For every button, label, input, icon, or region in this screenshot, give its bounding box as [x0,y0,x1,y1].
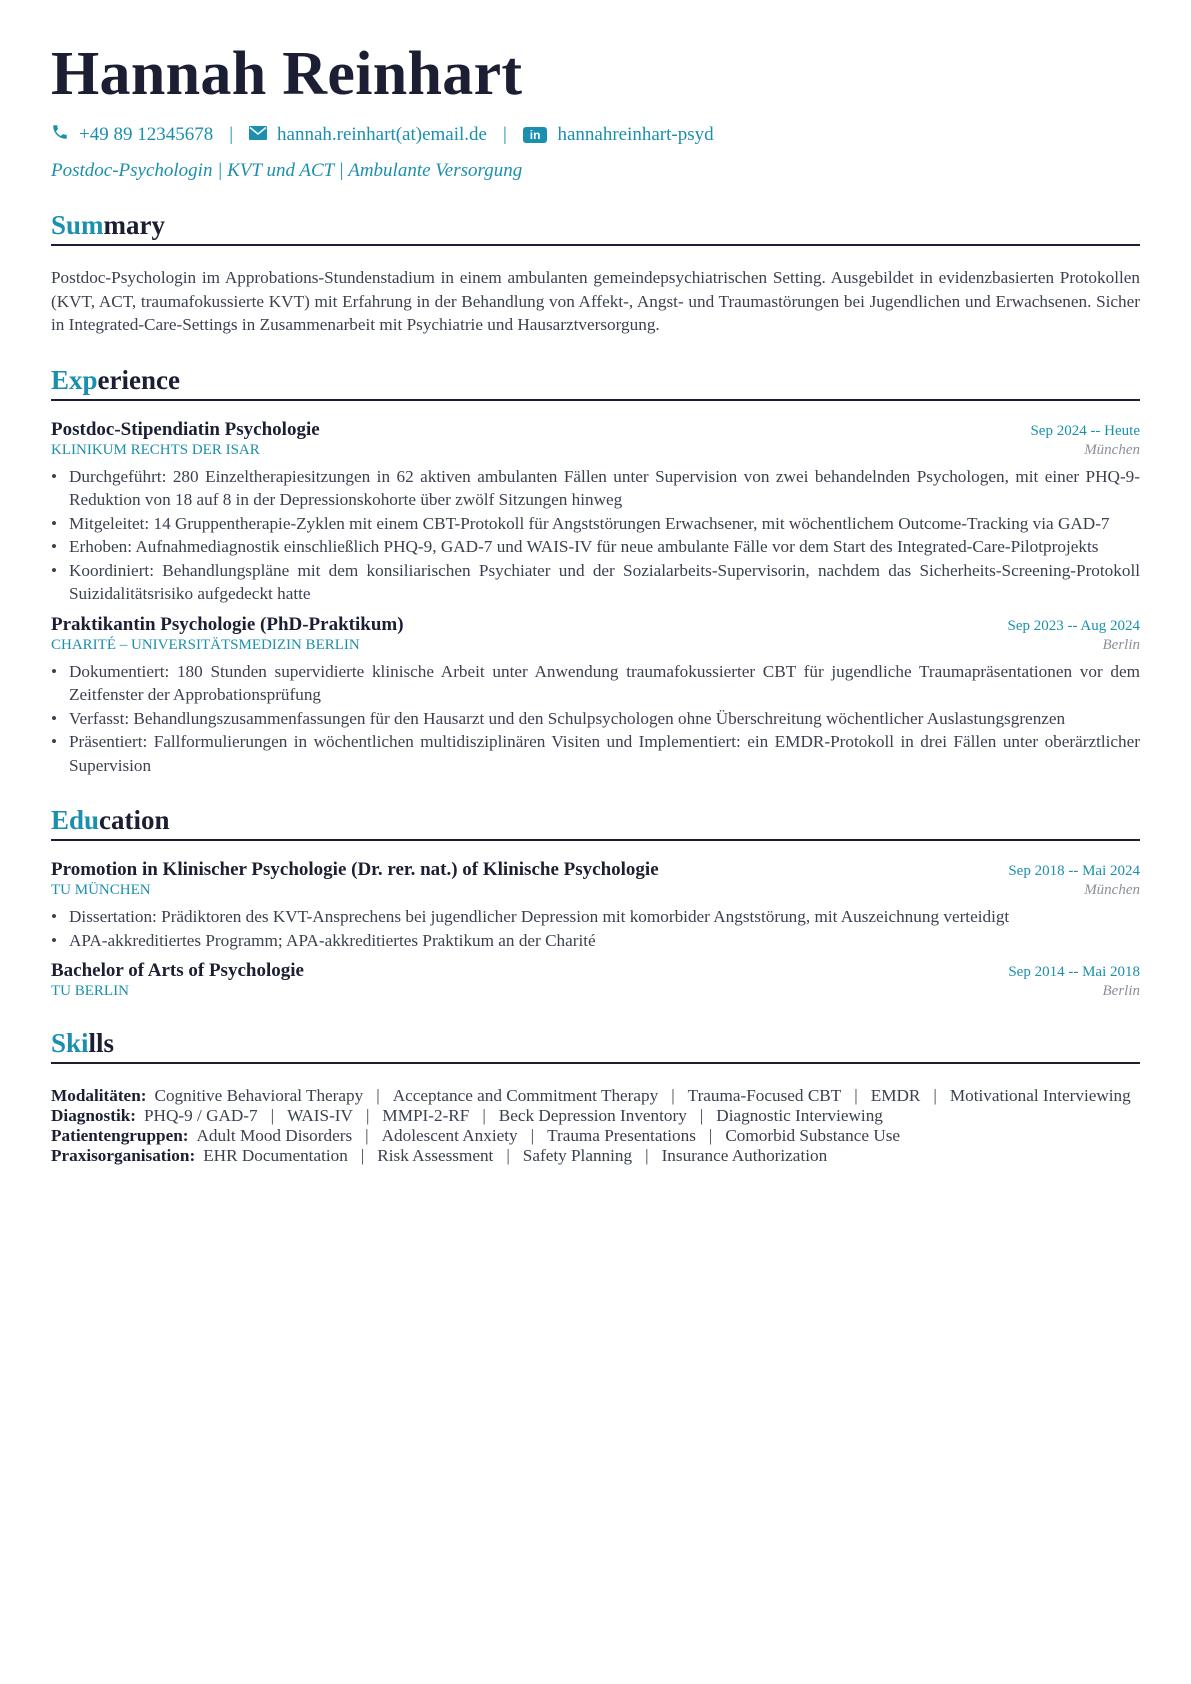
section-title-accent: Edu [51,805,100,835]
skill-separator: | [482,1106,486,1125]
experience-entry [51,614,1140,778]
education-entry [51,859,1140,952]
bullet-item: • Durchgeführt: 280 Einzeltherapiesitzungen in 62 aktiven ambulanten Fällen unter Supervision von zwei behandelnden Psychologen, mit einer PHQ-9-Reduktion von 18 auf 8 in der Depressionskohorte über zwölf Sitzungen hinweg [51,465,1140,512]
skill-item: EMDR [870,1086,921,1105]
education-section [51,803,1140,1000]
skill-item: MMPI-2-RF [382,1106,470,1125]
skill-separator: | [854,1086,858,1105]
skill-item: Safety Planning [522,1146,633,1165]
section-title-rest: mary [103,210,166,240]
date-range: Sep 2024 -- Heute [1030,422,1140,439]
experience-section [51,363,1140,778]
skill-separator: | [671,1086,675,1105]
skill-separator: | [360,1146,365,1165]
section-title-rest: cation [99,805,170,835]
skills-section [51,1026,1140,1166]
bullet-item: • Erhoben: Aufnahmediagnostik einschließlich PHQ-9, GAD-7 und WAIS-IV für neue ambulante Fälle vor dem Start des Integrated-Care-Pilotprojekts [51,535,1140,559]
skill-item: Acceptance and Commitment Therapy [392,1086,659,1105]
section-title-accent: Exp [51,364,98,395]
skill-item: Adult Mood Disorders [196,1126,353,1145]
first-name: Hannah [51,40,267,108]
institution: TU MÜNCHEN [51,882,151,898]
section-title-experience [51,363,1140,401]
skill-row [51,1146,1140,1166]
skill-item: Trauma Presentations [547,1126,696,1145]
location: München [1084,441,1140,458]
linkedin-icon: in [523,127,548,143]
summary-section [51,208,1140,337]
phone-icon [51,123,69,147]
bullet-item: • Verfasst: Behandlungszusammenfassungen für den Hausarzt und den Schulpsychologen ohne Überschreitung wöchentlicher Auslastungsgrenzen [51,707,1140,731]
skill-item: EHR Documentation [203,1146,348,1165]
skill-item: Motivational Interviewing [949,1086,1131,1105]
skill-item: Trauma-Focused CBT [687,1086,842,1105]
education-entry [51,960,1140,1000]
contact-separator: | [229,124,234,145]
date-range: Sep 2014 -- Mai 2018 [1008,964,1140,980]
bullet-item: • Präsentiert: Fallformulierungen in wöchentlichen multidisziplinären Visiten und Implementiert: ein EMDR-Protokoll in drei Fällen unter oberärztlicher Supervision [51,730,1140,777]
bullet-item: • Mitgeleitet: 14 Gruppentherapie-Zyklen mit einem CBT-Protokoll für Angststörungen Erwachsener, mit wöchentlichem Outcome-Tracking via GAD-7 [51,512,1140,536]
last-name: Reinhart [282,40,523,108]
job-title: Postdoc-Stipendiatin Psychologie [51,418,320,440]
degree-title: Promotion in Klinischer Psychologie (Dr. rer. nat.) of Klinische Psychologie [51,859,659,880]
experience-entry [51,419,1140,606]
linkedin-link[interactable]: hannahreinhart-psyd [557,124,714,145]
bullet-list [51,905,1140,952]
skill-item: Insurance Authorization [661,1146,828,1165]
contact-bar [51,122,1140,148]
skill-separator: | [699,1106,704,1125]
phone-link[interactable]: +49 89 12345678 [79,124,214,145]
skills-list [51,1086,1140,1166]
skill-category-label: Praxisorganisation: [51,1146,196,1165]
skill-row [51,1126,1140,1146]
section-title-summary [51,208,1140,246]
job-title: Praktikantin Psychologie (PhD-Praktikum) [51,613,404,635]
bullet-list [51,660,1140,778]
degree-title: Bachelor of Arts of Psychologie [51,960,304,981]
bullet-item: • Koordiniert: Behandlungspläne mit dem konsiliarischen Psychiater und der Sozialarbeits-Supervisorin, nachdem das Sicherheits-Screening-Protokoll Suizidalitätsrisiko aufgedeckt hatte [51,559,1140,606]
skill-separator: | [530,1126,535,1145]
contact-separator: | [502,124,507,145]
bullet-item: • Dokumentiert: 180 Stunden supervidierte klinische Arbeit unter Anwendung traumafokussierter CBT für jugendliche Traumapräsentationen vor dem Zeitfenster der Approbationsprüfung [51,660,1140,707]
location: Berlin [1102,983,1140,999]
summary-text: Postdoc-Psychologin im Approbations-Stundenstadium in einem ambulanten gemeindepsychiatrischen Setting. Ausgebildet in evidenzbasierten Protokollen (KVT, ACT, traumafokussierte KVT) mit Erfahrung in der Behandlung von Affekt-, Angst- und Traumastörungen bei Jugendlichen und Erwachsenen. Sicher in Integrated-Care-Settings in Zusammenarbeit mit Psychiatrie und Hausarztversorgung. [51,268,1140,334]
candidate-name [51,40,1140,108]
email-link[interactable]: hannah.reinhart(at)email.de [277,124,487,145]
section-title-accent: Ski [51,1028,89,1058]
skill-separator: | [506,1146,510,1165]
bullet-item: • Dissertation: Prädiktoren des KVT-Ansprechens bei jugendlicher Depression mit komorbider Angststörung, mit Auszeichnung verteidigt [51,905,1140,929]
skill-category-label: Modalitäten: [51,1086,147,1105]
location: München [1084,882,1140,898]
tagline: Postdoc-Psychologin | KVT und ACT | Ambulante Versorgung [51,160,523,181]
skill-row [51,1106,1140,1126]
date-range: Sep 2023 -- Aug 2024 [1007,617,1140,634]
section-title-education [51,803,1140,841]
bullet-item: • APA-akkreditiertes Programm; APA-akkreditiertes Praktikum an der Charité [51,929,1140,953]
skill-separator: | [365,1126,369,1145]
skill-separator: | [708,1126,713,1145]
skill-separator: | [376,1086,380,1105]
section-title-rest: lls [88,1028,115,1058]
bullet-list [51,465,1140,606]
skill-item: Adolescent Anxiety [381,1126,518,1145]
skill-item: WAIS-IV [287,1106,353,1125]
skill-separator: | [270,1106,275,1125]
location: Berlin [1102,636,1140,653]
skill-category-label: Diagnostik: [51,1106,136,1125]
skill-separator: | [365,1106,370,1125]
skill-item: Diagnostic Interviewing [716,1106,883,1125]
skill-item: Comorbid Substance Use [725,1126,901,1145]
section-title-rest: erience [97,364,180,395]
skill-separator: | [933,1086,937,1105]
email-icon [249,124,267,146]
skill-separator: | [645,1146,649,1165]
organization: KLINIKUM RECHTS DER ISAR [51,441,260,458]
section-title-accent: Sum [51,210,104,240]
institution: TU BERLIN [51,983,129,999]
date-range: Sep 2018 -- Mai 2024 [1008,863,1140,879]
skill-category-label: Patientengruppen: [51,1126,189,1145]
skill-item: Risk Assessment [377,1146,494,1165]
skill-item: PHQ-9 / GAD-7 [144,1106,258,1125]
section-title-skills [51,1026,1140,1064]
organization: CHARITÉ – UNIVERSITÄTSMEDIZIN BERLIN [51,636,360,653]
skill-item: Cognitive Behavioral Therapy [154,1086,364,1105]
skill-item: Beck Depression Inventory [498,1106,687,1125]
skill-row [51,1086,1140,1106]
